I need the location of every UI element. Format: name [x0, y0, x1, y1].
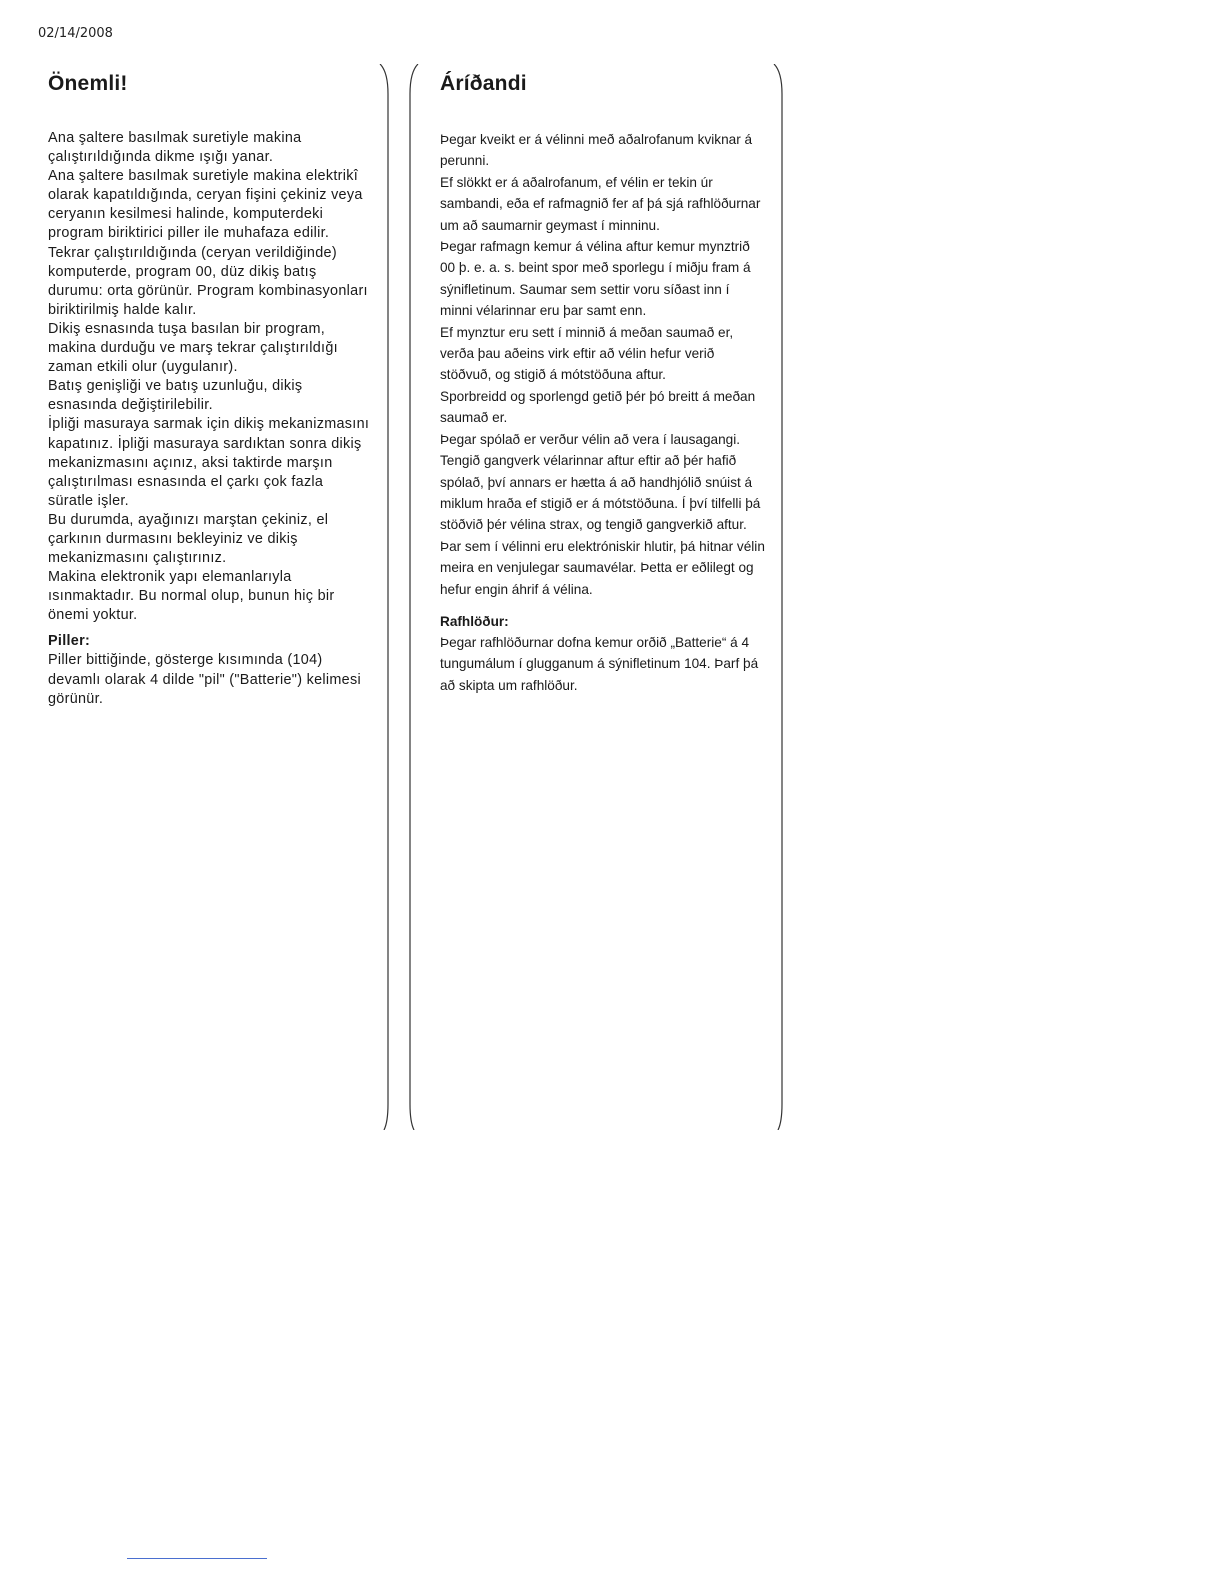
turkish-paragraph: Batış genişliği ve batış uzunluğu, dikiş esnasında değiştirilebilir. — [48, 378, 303, 414]
turkish-paragraph: Makina elektronik yapı elemanlarıyla ısınmaktadır. Bu normal olup, bunun hiç bir önemi yoktur. — [48, 569, 335, 624]
turkish-paragraph: Bu durumda, ayağınızı marştan çekiniz, el çarkının durmasını bekleyiniz ve dikiş mekanizmasını çalıştırınız. — [48, 511, 329, 567]
icelandic-paragraph: Sporbreidd og sporlengd getið þér þó breitt á meðan saumað er. — [440, 388, 756, 426]
icelandic-paragraph: Þar sem í vélinni eru elektróniskir hlutir, þá hitnar vélin meira en venjulegar saumavélar. Þetta er eðlilegt og hefur engin áhrif á vélina. — [440, 538, 765, 597]
turkish-column — [48, 72, 370, 709]
icelandic-paragraph: Þegar kveikt er á vélinni með aðalrofanum kviknar á perunni. — [440, 132, 753, 169]
turkish-heading: Önemli! — [48, 72, 128, 95]
turkish-paragraph: Tekrar çalıştırıldığında (ceryan verildiğinde) komputerde, program 00, düz dikiş batış durumu: orta görünür. Program kombinasyonları biriktirilmiş halde kalır. — [48, 244, 368, 318]
icelandic-subheading: Rafhlöður: — [440, 613, 509, 629]
turkish-paragraph: Ana şaltere basılmak suretiyle makina çalıştırıldığında dikme ışığı yanar. — [48, 130, 302, 166]
icelandic-heading: Áríðandi — [440, 72, 527, 95]
column-bracket-right-close — [772, 64, 784, 1130]
column-bracket-right-open — [408, 64, 420, 1130]
icelandic-paragraph: Ef mynztur eru sett í minnið á meðan saumað er, verða þau aðeins virk eftir að vélin hefur verið stöðvuð, og stigið á mótstöðuna aftur. — [440, 324, 734, 383]
turkish-paragraph: Ana şaltere basılmak suretiyle makina elektrikî olarak kapatıldığında, ceryan fişini çekiniz veya ceryanın kesilmesi halinde, komputerdeki program biriktirici piller ile muhafaza edilir. — [48, 168, 363, 242]
turkish-paragraph: Dikiş esnasında tuşa basılan bir program, makina durduğu ve marş tekrar çalıştırıldığı zaman etkili olur (uygulanır). — [48, 320, 338, 376]
icelandic-battery-text: Þegar rafhlöðurnar dofna kemur orðið „Batterie“ á 4 tungumálum í glugganum á sýnifletinum 104. Þarf þá að skipta um rafhlöður. — [440, 634, 759, 693]
icelandic-paragraph: Tengið gangverk vélarinnar aftur eftir að þér hafið spólað, því annars er hætta á að handhjólið snúist á miklum hraða ef stigið er á mótstöðuna. Í því tilfelli þá stöðvið þér vélina strax, og tengið gangverkið aftur. — [440, 453, 761, 533]
turkish-paragraph: İpliği masuraya sarmak için dikiş mekanizmasını kapatınız. İpliği masuraya sardıktan sonra dikiş mekanizmasını açınız, aksi taktirde marşın çalıştırılması esnasında el çarkı çok fazla süratle işler. — [48, 416, 370, 509]
page-date: 02/14/2008 — [38, 26, 113, 41]
icelandic-column — [440, 72, 765, 696]
turkish-subheading: Piller: — [48, 633, 91, 650]
turkish-body — [48, 129, 370, 709]
icelandic-paragraph: Ef slökkt er á aðalrofanum, ef vélin er tekin úr sambandi, eða ef rafmagnið fer af þá sjá rafhlöðurnar um að saumarnir geymast í minninu. — [440, 174, 761, 233]
turkish-battery-text: Piller bittiğinde, gösterge kısımında (104) devamlı olarak 4 dilde "pil" ("Batterie") kelimesi görünür. — [48, 652, 361, 707]
icelandic-body — [440, 129, 765, 696]
icelandic-paragraph: Þegar rafmagn kemur á vélina aftur kemur mynztrið 00 þ. e. a. s. beint spor með sporlegu í miðju fram á sýnifletinum. Saumar sem settir voru síðast inn í minni vélarinnar eru þar samt enn. — [440, 239, 751, 319]
footnote-divider — [127, 1558, 267, 1559]
column-bracket-left-close — [378, 64, 390, 1130]
icelandic-paragraph: Þegar spólað er verður vélin að vera í lausagangi. — [440, 431, 740, 447]
